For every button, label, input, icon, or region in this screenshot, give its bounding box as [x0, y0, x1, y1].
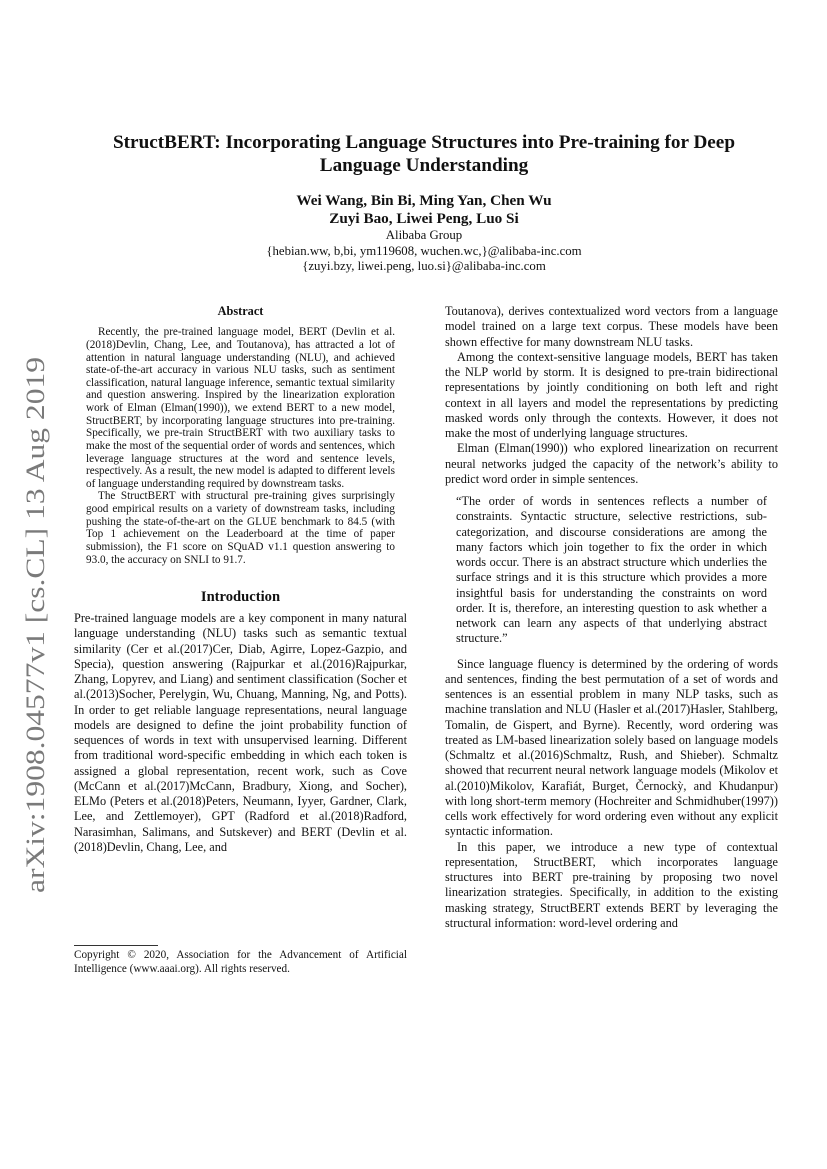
footnote-rule [74, 945, 158, 946]
copyright-footnote: Copyright © 2020, Association for the Advancement of Artificial Intelligence (www.aaai.org). All rights reserved. [74, 949, 407, 975]
emails-line-1: {hebian.ww, b,bi, ym119608, wuchen.wc,}@alibaba-inc.com [266, 243, 582, 258]
intro-paragraph: In this paper, we introduce a new type of contextual representation, StructBERT, which incorporates language structures into BERT pre-training by proposing two novel linearization strategies. Specifically, in addition to the existing masking strategy, StructBERT extends BERT by leveraging the structural information: word-level ordering and [445, 839, 778, 930]
abstract-paragraph: The StructBERT with structural pre-training gives surprisingly good empirical results on a variety of downstream tasks, including pushing the state-of-the-art on the GLUE benchmark to 84.5 (with Top 1 achievement on the Leaderboard at the time of paper submission), the F1 score on SQuAD v1.1 question answering to 93.0, the accuracy on SNLI to 91.7. [86, 490, 395, 566]
title-line-1: StructBERT: Incorporating Language Structures into Pre-training for Deep [113, 132, 735, 153]
left-column [74, 304, 407, 855]
right-column [445, 304, 778, 931]
authors-line-2: Zuyi Bao, Liwei Peng, Luo Si [329, 210, 519, 227]
arxiv-identifier-stamp [14, 355, 54, 895]
intro-paragraph: Toutanova), derives contextualized word vectors from a language model trained on a large text corpus. These models have been shown effective for many downstream NLU tasks. [445, 304, 778, 349]
elman-quote: “The order of words in sentences reflects a number of constraints. Syntactic structure, selective restrictions, sub-categorization, and discourse considerations are among the many factors which join together to fix the order in which words occur. There is an abstract structure which underlies the surface strings and it is this structure which provides a more insightful basis for understanding the constraints on word order. It is, therefore, an interesting question to ask whether a network can learn any aspects of that underlying abstract structure.” [456, 494, 767, 646]
arxiv-stamp-svg [14, 355, 54, 895]
author-list [90, 192, 758, 228]
intro-paragraph: Since language fluency is determined by the ordering of words and sentences, finding the best permutation of a set of words and sentences is an essential problem in many NLP tasks, such as machine translation and NLU (Hasler et al.(2017)Hasler, Stahlberg, Tomalin, de Gispert, and Byrne). Recently, word ordering was treated as LM-based linearization solely based on language models (Schmaltz et al.(2016)Schmaltz, Rush, and Shieber). Schmaltz showed that recurrent neural network language models (Mikolov et al.(2010)Mikolov, Karafiát, Burget, Černockỳ, and Khudanpur) with long short-term memory (Hochreiter and Schmidhuber(1997)) cells work effectively for word ordering even without any explicit syntactic information. [445, 656, 778, 839]
emails-line-2: {zuyi.bzy, liwei.peng, luo.si}@alibaba-inc.com [302, 259, 546, 274]
intro-paragraph: Among the context-sensitive language models, BERT has taken the NLP world by storm. It is designed to pre-train bidirectional representations by jointly conditioning on both left and right context in all layers and model the representations by predicting masked words only through the contexts. However, it does not make the most of underlying language structures. [445, 349, 778, 440]
affiliation: Alibaba Group [385, 228, 463, 242]
abstract-body [86, 326, 395, 566]
abstract-heading: Abstract [217, 304, 264, 318]
authors-line-1: Wei Wang, Bin Bi, Ming Yan, Chen Wu [296, 192, 552, 209]
intro-paragraph: Elman (Elman(1990)) who explored linearization on recurrent neural networks judged the capacity of the network’s ability to predict word order in simple sentences. [445, 441, 778, 486]
arxiv-stamp-text: arXiv:1908.04577v1 [cs.CL] 13 Aug 2019 [21, 451, 50, 893]
abstract-paragraph: Recently, the pre-trained language model, BERT (Devlin et al.(2018)Devlin, Chang, Lee, and Toutanova), has attracted a lot of attention in natural language understanding (NLU), and achieved state-of-the-art accuracy in various NLU tasks, such as sentiment classification, natural language inference, semantic textual similarity and question answering. Inspired by the linearization exploration work of Elman (Elman(1990)), we extend BERT to a new model, StructBERT, by incorporating language structures into pre-training. Specifically, we pre-train StructBERT with two auxiliary tasks to make the most of the sequential order of words and sentences, which leverage language structures at the word and sentence levels, respectively. As a result, the new model is adapted to different levels of language understanding required by downstream tasks. [86, 326, 395, 490]
intro-paragraph: Pre-trained language models are a key component in many natural language understanding (NLU) tasks such as semantic textual similarity (Cer et al.(2017)Cer, Diab, Agirre, Lopez-Gazpio, and Specia), question answering (Rajpurkar et al.(2016)Rajpurkar, Zhang, Lopyrev, and Liang) and sentiment classification (Socher et al.(2013)Socher, Perelygin, Wu, Chuang, Manning, Ng, and Potts). In order to get reliable language representations, neural language models are designed to define the joint probability function of sequences of words in text with unsupervised learning. Different from traditional word-specific embedding in which each token is assigned a global representation, recent work, such as Cove (McCann et al.(2017)McCann, Bradbury, Xiong, and Socher), ELMo (Peters et al.(2018)Peters, Neumann, Iyyer, Gardner, Clark, Lee, and Zettlemoyer), GPT (Radford et al.(2018)Radford, Narasimhan, Salimans, and Sutskever) and BERT (Devlin et al.(2018)Devlin, Chang, Lee, and [74, 611, 407, 854]
affiliation-block [90, 228, 758, 275]
title-line-2: Language Understanding [319, 155, 529, 176]
introduction-heading: Introduction [200, 589, 281, 606]
paper-title [90, 131, 758, 177]
